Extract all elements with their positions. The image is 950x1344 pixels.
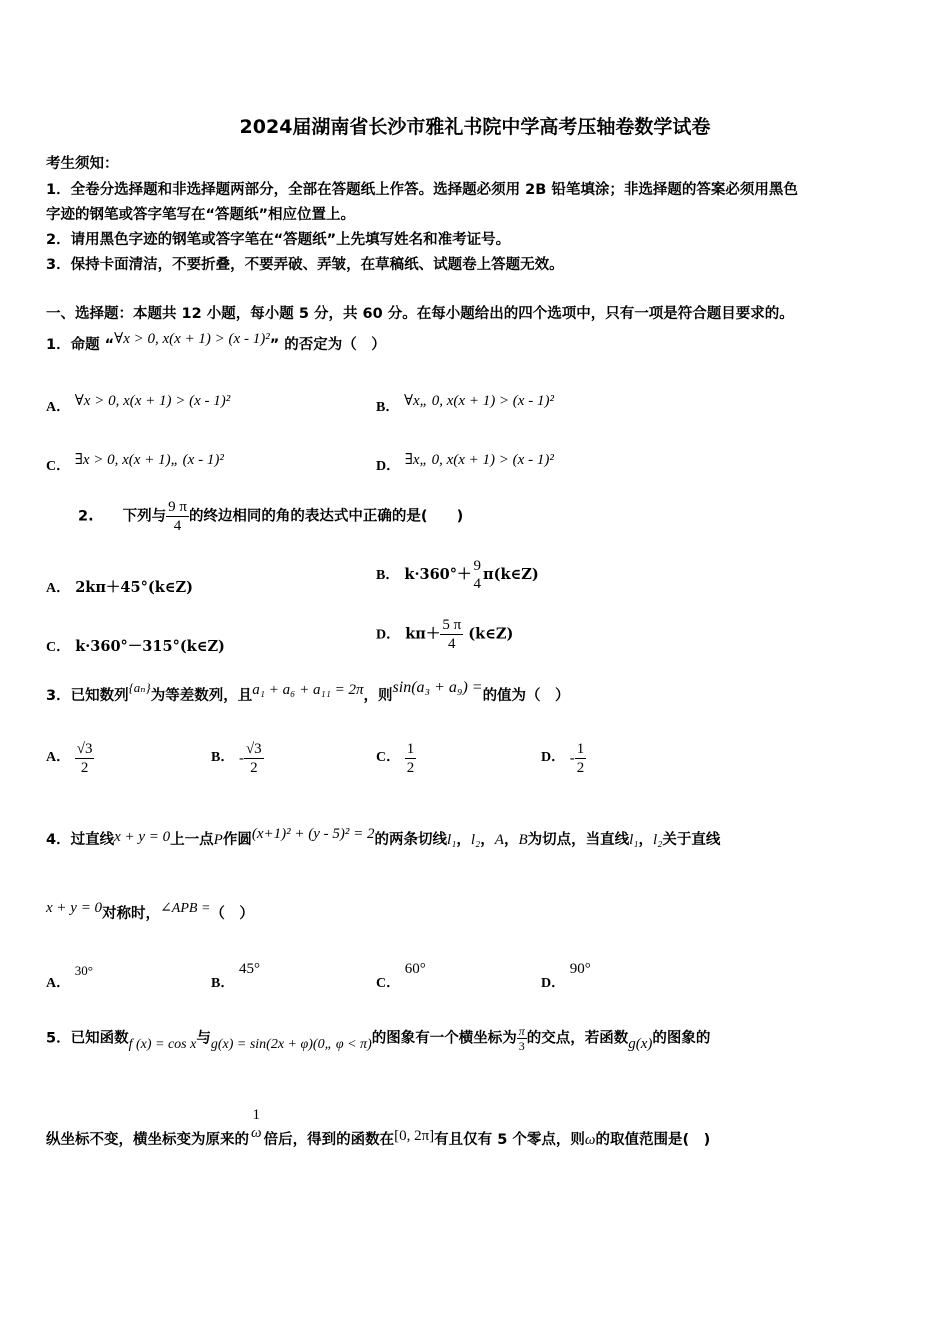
q2-option-b-label: B． bbox=[376, 568, 400, 583]
q2-option-b bbox=[376, 557, 539, 593]
q2-option-d-den: 4 bbox=[448, 636, 456, 652]
q5-frac2-num: 1 bbox=[252, 1107, 261, 1123]
q4-option-a-label: A． bbox=[46, 976, 71, 991]
q4-t7: （ ） bbox=[210, 906, 254, 922]
q4-t6: 对称时， bbox=[102, 906, 161, 922]
q5-t2: 的图象有一个横坐标为 bbox=[371, 1030, 517, 1047]
q3-sequence: {aₙ} bbox=[128, 680, 151, 695]
q4-option-c-text: 60° bbox=[404, 961, 426, 977]
q2-option-d-num: 5 π bbox=[442, 617, 462, 633]
q3-option-a bbox=[46, 740, 94, 777]
q4-l2-b: l₂ bbox=[653, 832, 663, 848]
q5-function-f: f (x) = cos x bbox=[128, 1036, 197, 1052]
question-3 bbox=[46, 679, 570, 705]
q4-l1: l₁ bbox=[446, 832, 457, 848]
q2-option-c-label: C． bbox=[46, 640, 71, 655]
q5-fraction-2 bbox=[249, 1106, 264, 1142]
q4-point-a: A bbox=[494, 832, 504, 848]
q2-option-a-text: 2kπ＋45°(k∈Z) bbox=[75, 579, 193, 596]
q2-option-d-post: (k∈Z) bbox=[463, 625, 514, 643]
q4-t2: 作圆 bbox=[222, 832, 252, 848]
q1-option-c-label: C． bbox=[46, 459, 71, 474]
q3-option-c-fraction bbox=[405, 740, 417, 777]
notice-item-1-cont: 字迹的钢笔或答字笔写在“答题纸”相应位置上。 bbox=[46, 207, 356, 223]
q2-suffix: 的终边相同的角的表达式中正确的是( ) bbox=[188, 508, 464, 525]
page-title: 2024届湖南省长沙市雅礼书院中学高考压轴卷数学试卷 bbox=[239, 116, 711, 138]
q2-fraction bbox=[166, 498, 189, 535]
q1-option-b-label: B． bbox=[376, 400, 400, 415]
q5-fraction bbox=[517, 1024, 527, 1053]
q4-option-a bbox=[46, 960, 93, 991]
q4-t5: 关于直线 bbox=[662, 832, 721, 848]
q1-option-d-text: ∃x„ 0, x(x + 1) > (x - 1)² bbox=[404, 452, 554, 468]
q2-option-d bbox=[376, 616, 513, 653]
section-heading: 一、选择题：本题共 12 小题，每小题 5 分，共 60 分。在每小题给出的四个选项中，只有一项是符合题目要求的。 bbox=[46, 306, 794, 322]
q5-frac-num: π bbox=[518, 1024, 525, 1038]
question-4-cont bbox=[46, 902, 254, 923]
q3-option-d-den: 2 bbox=[576, 760, 585, 776]
q4-option-b-label: B． bbox=[211, 976, 235, 991]
q4-option-d-text: 90° bbox=[569, 961, 591, 977]
q2-option-b-fraction bbox=[472, 557, 484, 593]
q4-option-b-text: 45° bbox=[238, 961, 260, 977]
q1-suffix: ” 的否定为（ ） bbox=[269, 337, 386, 353]
q4-comma-3: ， bbox=[503, 832, 519, 848]
q3-option-b-label: B． bbox=[211, 749, 235, 765]
q5-line2-pre: 纵坐标不变，横坐标变为原来的 bbox=[46, 1132, 249, 1148]
q5-t4: 的图象的 bbox=[652, 1030, 711, 1047]
q4-option-d-label: D． bbox=[541, 976, 566, 991]
q5-t1: 与 bbox=[196, 1030, 211, 1047]
q3-option-b-num: √3 bbox=[245, 741, 262, 757]
q3-option-a-fraction bbox=[75, 740, 95, 777]
q2-option-d-pre: kπ＋ bbox=[405, 625, 441, 643]
q4-option-c-label: C． bbox=[376, 976, 401, 991]
q2-option-a bbox=[46, 576, 193, 597]
q3-option-c-den: 2 bbox=[406, 760, 415, 776]
q3-option-d-sign: - bbox=[569, 750, 575, 767]
q3-option-c-num: 1 bbox=[406, 741, 415, 757]
q4-comma-4: ， bbox=[638, 832, 653, 848]
q4-option-d bbox=[541, 958, 591, 991]
q4-point-b: B bbox=[518, 832, 528, 848]
question-1 bbox=[46, 333, 386, 354]
q1-option-d-label: D． bbox=[376, 459, 401, 474]
q4-t1: 上一点 bbox=[170, 832, 214, 848]
q1-option-c bbox=[46, 449, 224, 474]
q5-function-g-2: g(x) bbox=[628, 1035, 653, 1052]
q2-frac-num: 9 π bbox=[168, 499, 187, 515]
q4-comma-2: ， bbox=[480, 832, 495, 848]
q3-option-b bbox=[211, 740, 264, 777]
q5-line2-t1: 倍后，得到的函数在 bbox=[263, 1132, 395, 1148]
question-5-cont bbox=[46, 1106, 711, 1148]
q4-t4: 为切点，当直线 bbox=[527, 832, 630, 848]
notice-item-1: 1．全卷分选择题和非选择题两部分，全部在答题纸上作答。选择题必须用 2B 铅笔填涂；非选择题的答案必须用黑色 bbox=[46, 182, 798, 198]
q2-prefix: 2. 下列与 bbox=[78, 508, 167, 525]
q3-option-d bbox=[541, 740, 586, 777]
q3-option-a-label: A． bbox=[46, 749, 71, 765]
q1-expression: ∀x > 0, x(x + 1) > (x - 1)² bbox=[114, 331, 270, 347]
q3-expression: sin(a₃ + a₉) = bbox=[392, 679, 483, 696]
q5-line2-t3: 的取值范围是( ) bbox=[595, 1132, 711, 1148]
q3-option-a-num: √3 bbox=[76, 741, 93, 757]
q4-l1-b: l₁ bbox=[629, 832, 639, 848]
q3-prefix: 3．已知数列 bbox=[46, 688, 129, 704]
q1-option-b-text: ∀x„ 0, x(x + 1) > (x - 1)² bbox=[403, 393, 554, 409]
q4-option-b bbox=[211, 958, 260, 991]
q3-suffix: 的值为（ ） bbox=[482, 688, 570, 704]
q4-angle: ∠APB = bbox=[160, 901, 211, 916]
q2-option-a-label: A． bbox=[46, 581, 71, 596]
q1-option-a-text: ∀x > 0, x(x + 1) > (x - 1)² bbox=[74, 393, 231, 409]
q5-line2-t2: 有且仅有 5 个零点，则 bbox=[434, 1132, 585, 1148]
q3-option-c bbox=[376, 740, 416, 777]
q1-option-c-text: ∃x > 0, x(x + 1)„ (x - 1)² bbox=[74, 452, 224, 468]
q3-option-b-fraction bbox=[244, 740, 264, 777]
q3-option-d-fraction bbox=[575, 740, 587, 777]
q4-option-c bbox=[376, 958, 426, 991]
q5-prefix: 5．已知函数 bbox=[46, 1030, 129, 1047]
q4-circle-eq: (x+1)² + (y - 5)² = 2 bbox=[251, 826, 375, 842]
q2-option-d-label: D． bbox=[376, 627, 401, 643]
q2-option-b-post: π(k∈Z) bbox=[483, 566, 539, 583]
q5-t3: 的交点，若函数 bbox=[526, 1030, 629, 1047]
q3-option-a-den: 2 bbox=[80, 760, 89, 776]
q4-option-a-text: 30° bbox=[74, 963, 93, 978]
q3-condition: a₁ + a₆ + a₁₁ = 2π bbox=[252, 682, 364, 698]
q2-option-c bbox=[46, 635, 225, 656]
q3-option-c-label: C． bbox=[376, 749, 401, 765]
q4-point: P bbox=[213, 832, 223, 848]
q1-prefix: 1．命题 “ bbox=[46, 337, 115, 353]
q2-option-b-num: 9 bbox=[473, 558, 482, 574]
q2-option-d-fraction bbox=[440, 616, 463, 653]
q2-option-c-text: k·360°－315°(k∈Z) bbox=[75, 638, 225, 655]
question-5 bbox=[46, 1024, 710, 1053]
notice-heading: 考生须知： bbox=[46, 156, 119, 172]
q3-mid-2: ，则 bbox=[363, 688, 393, 704]
q3-mid-1: 为等差数列，且 bbox=[150, 688, 253, 704]
q5-frac2-den: ω bbox=[251, 1125, 262, 1141]
q2-frac-den: 4 bbox=[173, 518, 182, 534]
q2-option-b-den: 4 bbox=[473, 576, 482, 592]
q4-prefix: 4．过直线 bbox=[46, 832, 115, 848]
notice-item-2: 2．请用黑色字迹的钢笔或答字笔在“答题纸”上先填写姓名和准考证号。 bbox=[46, 232, 511, 248]
q1-option-a-label: A． bbox=[46, 400, 71, 415]
q2-option-b-pre: k·360°＋ bbox=[404, 566, 472, 583]
question-4 bbox=[46, 828, 720, 849]
q4-l2: l₂ bbox=[470, 832, 481, 848]
q3-option-d-label: D． bbox=[541, 749, 566, 765]
q5-interval: [0, 2π] bbox=[394, 1128, 435, 1144]
question-2 bbox=[78, 498, 463, 535]
q4-line-eq: x + y = 0 bbox=[114, 829, 171, 845]
q5-frac-den: 3 bbox=[518, 1039, 525, 1053]
q5-omega: ω bbox=[584, 1132, 596, 1148]
q3-option-b-den: 2 bbox=[250, 760, 258, 776]
q1-option-b bbox=[376, 390, 554, 415]
q4-comma-1: ， bbox=[456, 832, 471, 848]
notice-item-3: 3．保持卡面清洁，不要折叠，不要弄破、弄皱，在草稿纸、试题卷上答题无效。 bbox=[46, 257, 564, 273]
q1-option-d bbox=[376, 449, 554, 474]
q4-t3: 的两条切线 bbox=[374, 832, 447, 848]
q3-option-b-sign: - bbox=[238, 750, 244, 767]
q1-option-a bbox=[46, 390, 231, 415]
q5-function-g: g(x) = sin(2x + φ)(0„ φ < π) bbox=[210, 1036, 372, 1052]
q3-option-d-num: 1 bbox=[576, 741, 585, 757]
q4-line-eq-2: x + y = 0 bbox=[46, 900, 103, 916]
